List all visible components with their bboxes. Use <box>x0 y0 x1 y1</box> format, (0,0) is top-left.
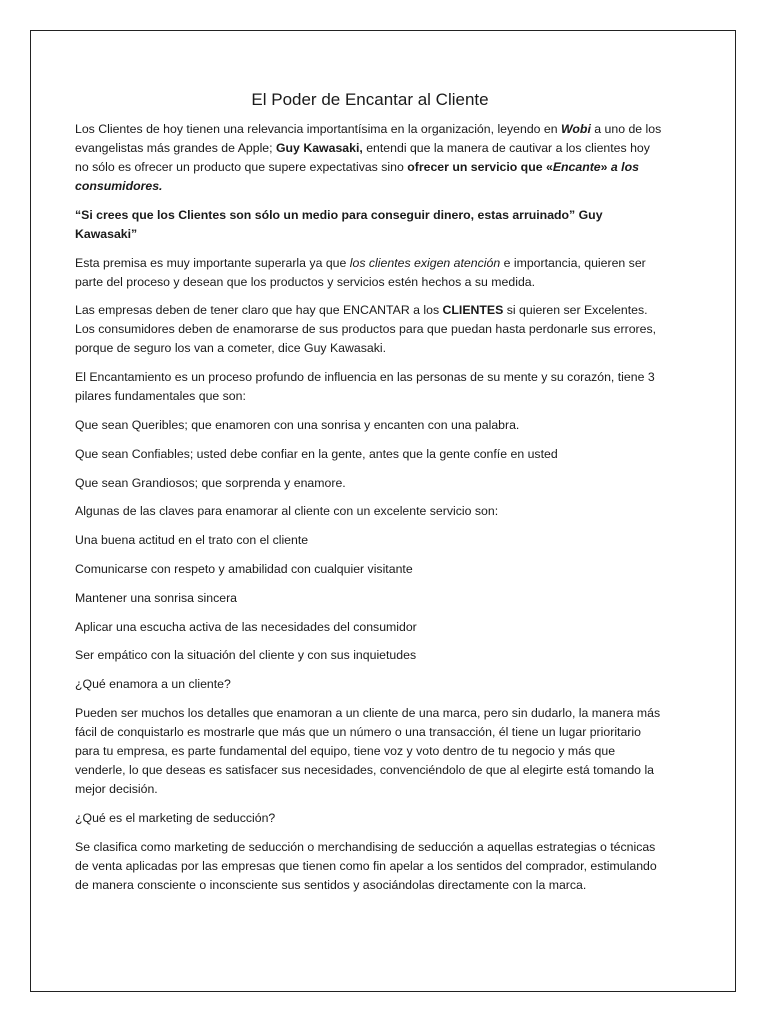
text-run: Las empresas deben de tener claro que hay que ENCANTAR a los <box>75 303 443 318</box>
text-run: Los Clientes de hoy tienen una relevancia importantísima en la organización, leyendo en <box>75 122 562 136</box>
answer-paragraph: Pueden ser muchos los detalles que enamoran a un cliente de una marca, pero sin dudarlo, la manera más fácil de conquistarlo es mostrarle que más que un número o una transacción, él tiene un lugar prioritario para tu empresa, es parte fundamental del equipo, tiene voz y voto dentro de tu negocio y más que venderle, lo que deseas es satisfacer sus necesidades, convenciéndolo de que al elegirte está tomando la mejor decisión. <box>75 705 661 796</box>
text-run-guy-kawasaki: Guy Kawasaki, <box>275 141 363 155</box>
key-item: Comunicarse con respeto y amabilidad con cualquier visitante <box>75 561 413 576</box>
question-heading: ¿Qué es el marketing de seducción? <box>75 810 276 825</box>
text-run-wobi: Wobi <box>561 122 591 136</box>
pillar-item: Que sean Grandiosos; que sorprenda y enamore. <box>75 475 346 490</box>
key-item: Ser empático con la situación del cliente y con sus inquietudes <box>75 648 417 663</box>
text-run-italic: los clientes exigen atención <box>349 255 501 270</box>
intro-paragraph <box>75 120 665 196</box>
document-title: El Poder de Encantar al Cliente <box>251 90 489 109</box>
question-heading: ¿Qué enamora a un cliente? <box>75 677 231 692</box>
key-item: Mantener una sonrisa sincera <box>75 590 237 605</box>
text-run-bold-italic: a los consumidores. <box>75 160 639 193</box>
text-run: a uno de los evangelistas más grandes de Apple; <box>75 122 662 155</box>
text-run: Esta premisa es muy importante superarla ya que <box>75 255 350 270</box>
keys-intro: Algunas de las claves para enamorar al cliente con un excelente servicio son: <box>75 504 499 519</box>
text-run-bold: » <box>600 160 611 174</box>
kawasaki-quote: “Si crees que los Clientes son sólo un medio para conseguir dinero, estas arruinado” Guy Kawasaki” <box>75 207 603 241</box>
text-run-bold: ofrecer un servicio que « <box>407 160 553 174</box>
key-item: Una buena actitud en el trato con el cliente <box>75 533 309 548</box>
text-run: entendi que la manera de cautivar a los clientes hoy no sólo es ofrecer un producto que supere expectativas sino <box>75 141 650 174</box>
premise-paragraph <box>75 254 665 292</box>
enchantment-paragraph: El Encantamiento es un proceso profundo de influencia en las personas de su mente y su corazón, tiene 3 pilares fundamentales que son: <box>75 370 655 404</box>
companies-paragraph <box>75 301 665 358</box>
text-run-clientes: CLIENTES <box>442 303 504 318</box>
answer-paragraph: Se clasifica como marketing de seducción o merchandising de seducción a aquellas estrategias o técnicas de venta aplicadas por las empresas que tienen como fin apelar a los sentidos del comprador, estimulando de manera consciente o inconsciente sus sentidos y asociándolas directamente con la marca. <box>75 839 657 892</box>
key-item: Aplicar una escucha activa de las necesidades del consumidor <box>75 619 417 634</box>
text-run: si quieren ser Excelentes. Los consumidores deben de enamorarse de sus productos para que puedan hasta perdonarle sus errores, porque de seguro los van a cometer, dice Guy Kawasaki. <box>75 303 657 356</box>
text-run: e importancia, quieren ser parte del proceso y desean que los productos y servicios estén hechos a su medida. <box>75 255 646 289</box>
text-run-encante: Encante <box>552 160 601 174</box>
document-body <box>75 90 665 904</box>
pillar-item: Que sean Confiables; usted debe confiar en la gente, antes que la gente confíe en usted <box>75 446 558 461</box>
pillar-item: Que sean Queribles; que enamoren con una sonrisa y encanten con una palabra. <box>75 417 520 432</box>
